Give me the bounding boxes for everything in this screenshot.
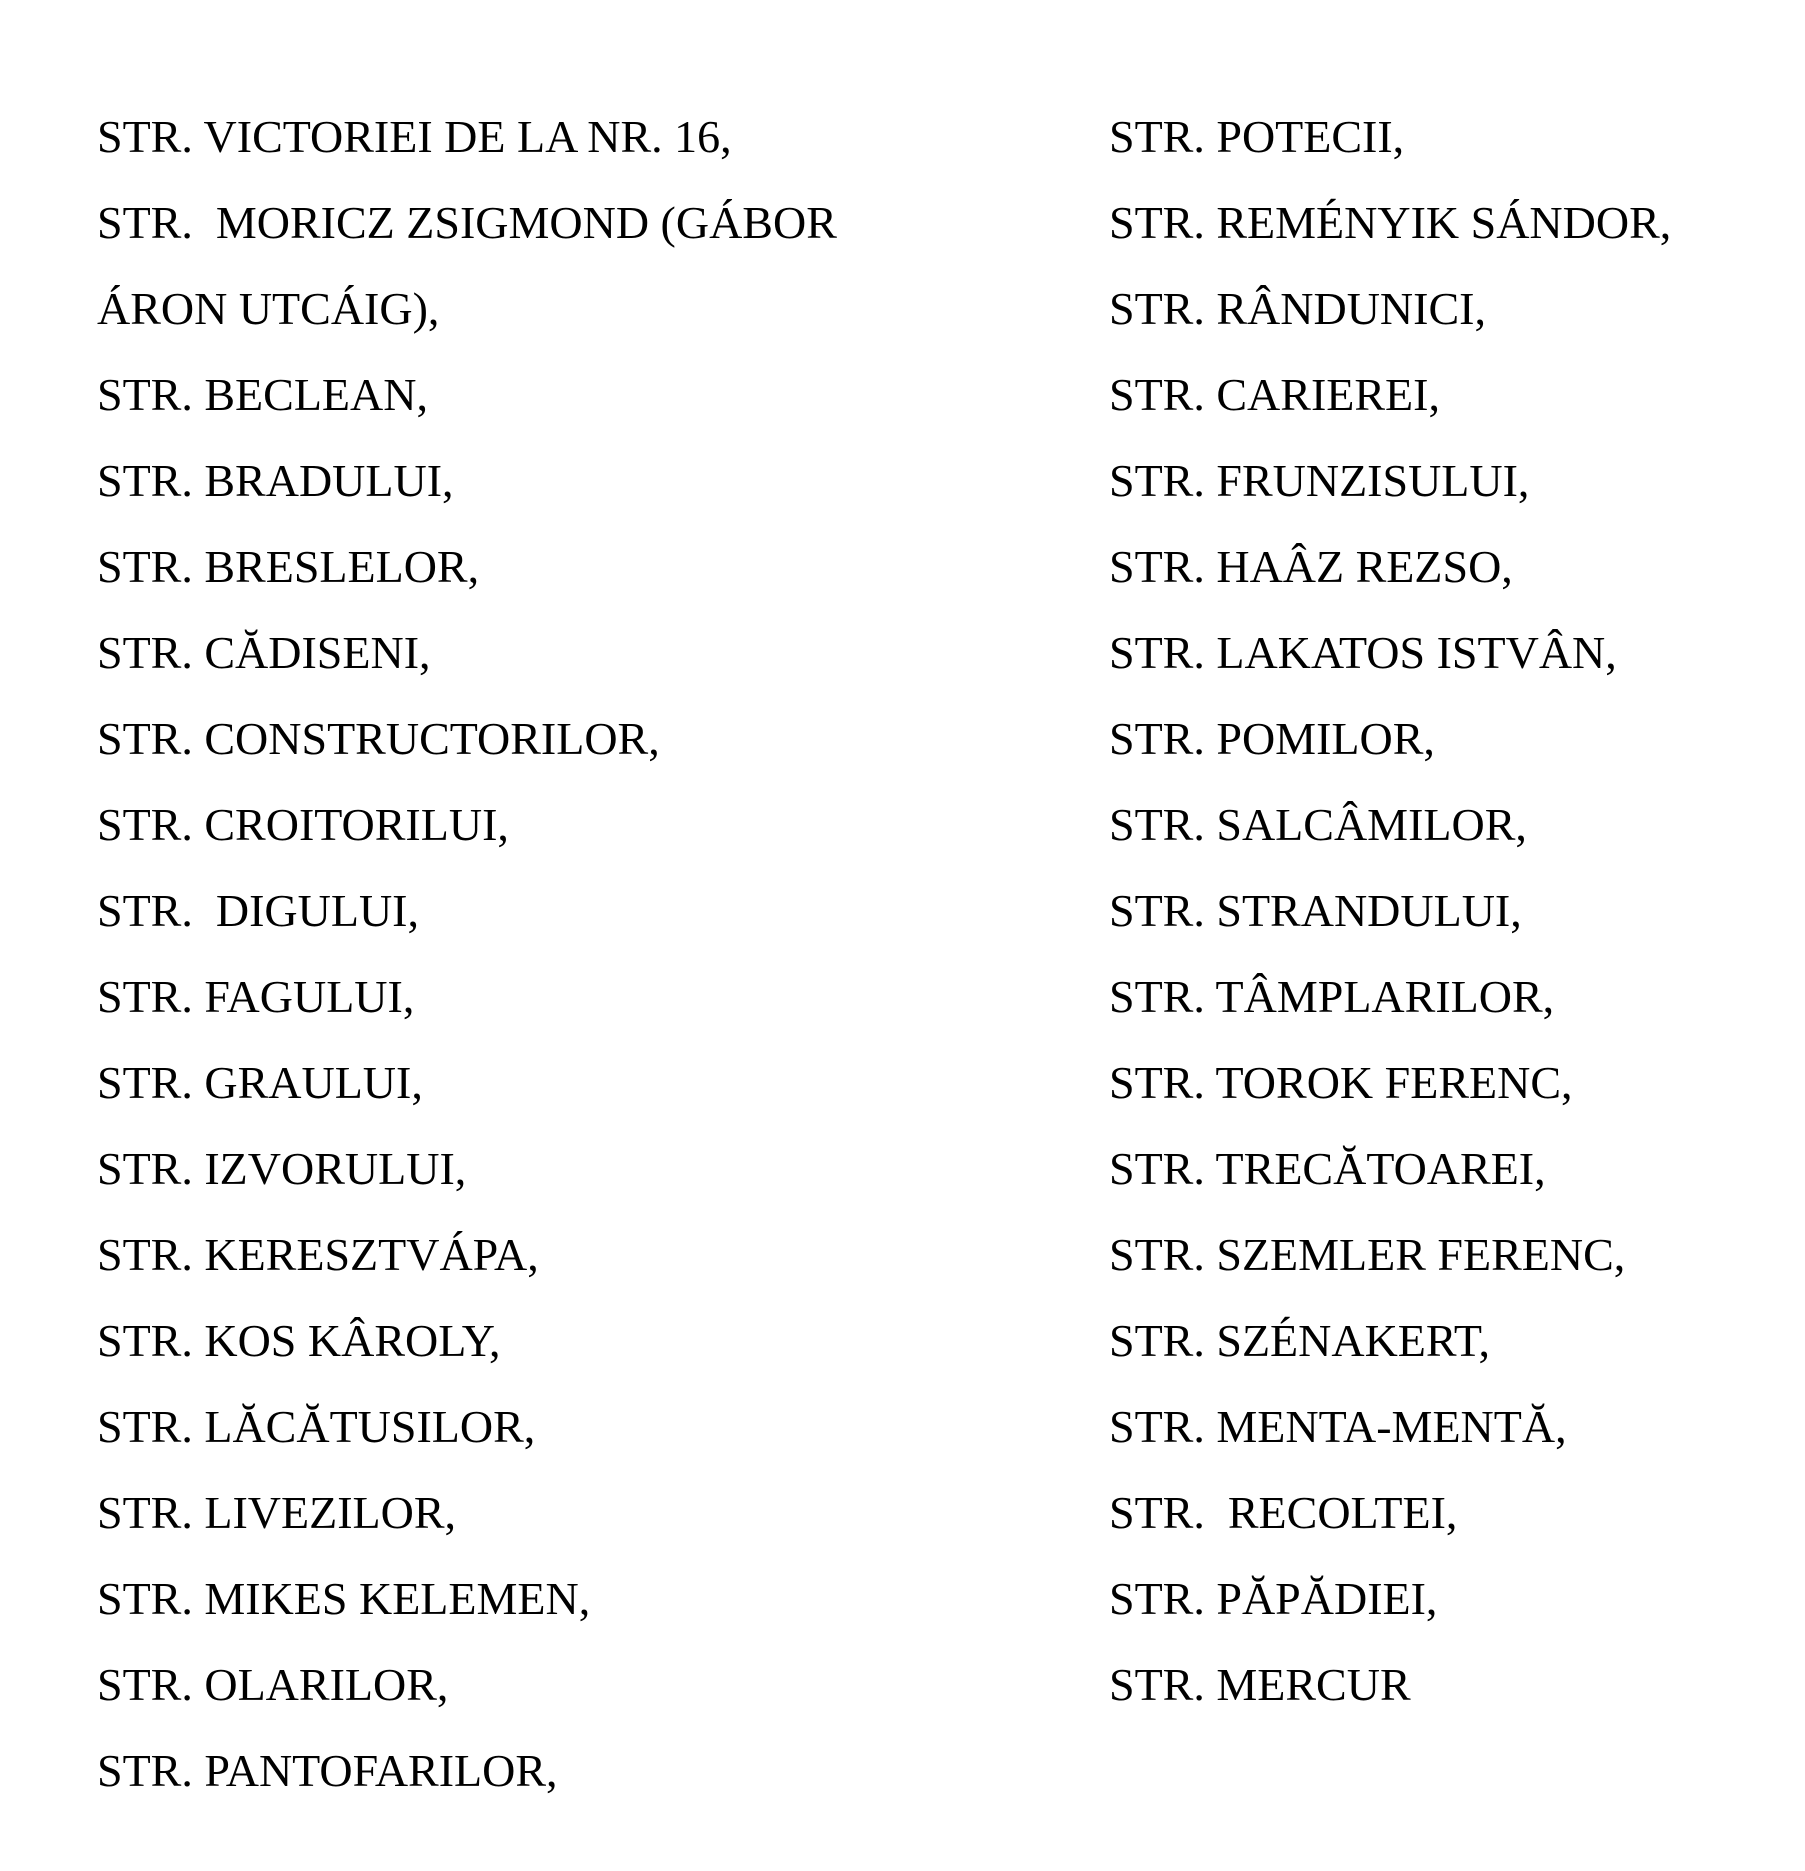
street-line: STR. FRUNZISULUI, [1109, 455, 1530, 506]
street-line: STR. BRESLELOR, [97, 541, 480, 592]
street-line: STR. RÂNDUNICI, [1109, 283, 1486, 334]
street-line: STR. REMÉNYIK SÁNDOR, [1109, 197, 1672, 248]
street-line: STR. SALCÂMILOR, [1109, 799, 1527, 850]
street-line: STR. MENTA-MENTĂ, [1109, 1401, 1567, 1452]
street-line: STR. CONSTRUCTORILOR, [97, 713, 660, 764]
street-line: STR. DIGULUI, [97, 885, 419, 936]
street-line: STR. TRECĂTOAREI, [1109, 1143, 1546, 1194]
street-line: STR. POTECII, [1109, 111, 1405, 162]
street-line: STR. BECLEAN, [97, 369, 428, 420]
street-line: STR. HAÂZ REZSO, [1109, 541, 1513, 592]
street-line: STR. SZEMLER FERENC, [1109, 1229, 1626, 1280]
street-line: STR. GRAULUI, [97, 1057, 423, 1108]
street-line: STR. OLARILOR, [97, 1659, 449, 1710]
street-line: STR. BRADULUI, [97, 455, 454, 506]
street-line: STR. IZVORULUI, [97, 1143, 467, 1194]
street-line: STR. SZÉNAKERT, [1109, 1315, 1491, 1366]
street-line: STR. LAKATOS ISTVÂN, [1109, 627, 1617, 678]
street-line: STR. TOROK FERENC, [1109, 1057, 1573, 1108]
street-line: STR. CĂDISENI, [97, 627, 431, 678]
street-line: STR. CROITORILUI, [97, 799, 509, 850]
street-line: STR. MIKES KELEMEN, [97, 1573, 591, 1624]
right-street-column [1109, 94, 1799, 1728]
street-line: ÁRON UTCÁIG), [97, 283, 440, 334]
street-line: STR. KERESZTVÁPA, [97, 1229, 539, 1280]
street-line: STR. RECOLTEI, [1109, 1487, 1458, 1538]
street-line: STR. KOS KÂROLY, [97, 1315, 501, 1366]
street-line: STR. PANTOFARILOR, [97, 1745, 558, 1796]
street-line: STR. TÂMPLARILOR, [1109, 971, 1555, 1022]
street-line: STR. PĂPĂDIEI, [1109, 1573, 1438, 1624]
left-street-column [97, 94, 1057, 1814]
street-line: STR. LĂCĂTUSILOR, [97, 1401, 536, 1452]
street-line: STR. LIVEZILOR, [97, 1487, 457, 1538]
street-line: STR. FAGULUI, [97, 971, 415, 1022]
street-line: STR. MERCUR [1109, 1659, 1411, 1710]
street-line: STR. CARIEREI, [1109, 369, 1440, 420]
street-line: STR. VICTORIEI DE LA NR. 16, [97, 111, 732, 162]
street-line: STR. STRANDULUI, [1109, 885, 1522, 936]
street-line: STR. MORICZ ZSIGMOND (GÁBOR [97, 197, 837, 248]
street-line: STR. POMILOR, [1109, 713, 1435, 764]
